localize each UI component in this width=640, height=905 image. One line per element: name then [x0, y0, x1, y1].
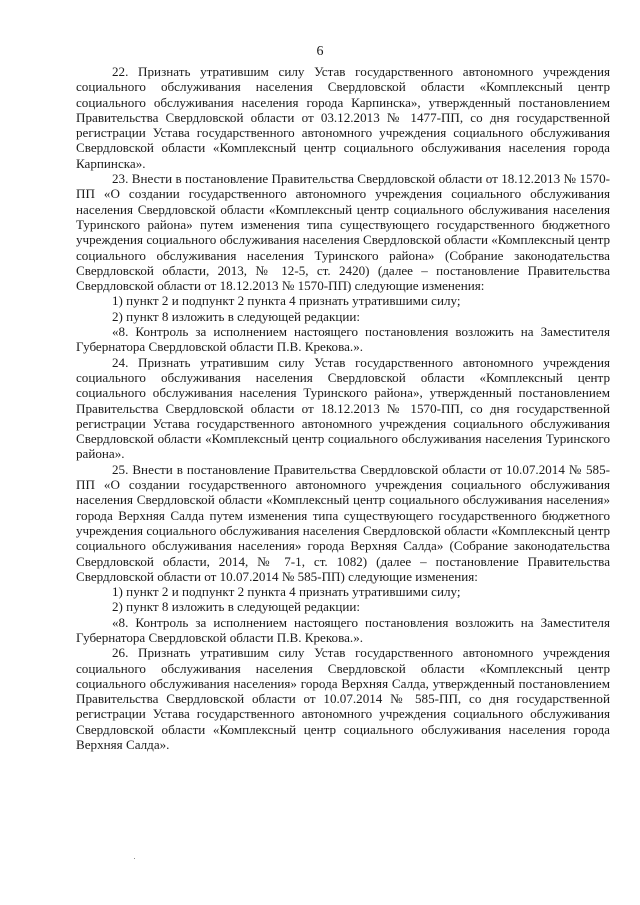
subitem-23-1: 1) пункт 2 и подпункт 2 пункта 4 признать утратившими силу;	[112, 293, 461, 309]
quote-23-item-8: «8. Контроль за исполнением настоящего постановления возложить на Заместителя Губернатора Свердловской области П.В. Крекова.».	[76, 324, 610, 355]
subitem-23-2: 2) пункт 8 изложить в следующей редакции:	[112, 308, 360, 324]
paragraph-item-23: 23. Внести в постановление Правительства Свердловской области от 18.12.2013 № 1570-ПП «О создании государственного автономного учреждения социального обслуживания населения Свердловской области «Комплексный центр социального обслуживания населения Туринского района» путем изменения типа существующего государственного бюджетного учреждения социального обслуживания населения Свердловской области «Комплексный центр социального обслуживания населения Туринского района» (Собрание законодательства Свердловской области, 2013, № 12-5, ст. 2420) (далее – постановление Правительства Свердловской области от 18.12.2013 № 1570-ПП) следующие изменения:	[76, 171, 610, 294]
page-number: 6	[316, 44, 324, 59]
paragraph-item-24: 24. Признать утратившим силу Устав государственного автономного учреждения социального обслуживания населения Свердловской области «Комплексный центр социального обслуживания населения Туринского района», утвержденный постановлением Правительства Свердловской области от 18.12.2013 № 1570-ПП, со дня государственной регистрации Устава государственного автономного учреждения социального обслуживания Свердловской области «Комплексный центр социального обслуживания населения Туринского района».	[76, 354, 610, 462]
document-body	[76, 64, 610, 752]
paragraph-item-22: 22. Признать утратившим силу Устав государственного автономного учреждения социального обслуживания населения Свердловской области «Комплексный центр социального обслуживания населения города Карпинска», утвержденный постановлением Правительства Свердловской области от 03.12.2013 № 1477-ПП, со дня государственной регистрации Устава государственного автономного учреждения социального обслуживания Свердловской области «Комплексный центр социального обслуживания населения города Карпинска».	[76, 64, 610, 171]
paragraph-item-25: 25. Внести в постановление Правительства Свердловской области от 10.07.2014 № 585-ПП «О создании государственного автономного учреждения социального обслуживания населения Свердловской области «Комплексный центр социального обслуживания населения» города Верхняя Салда путем изменения типа существующего государственного бюджетного учреждения социального обслуживания населения Свердловской области «Комплексный центр социального обслуживания населения» города Верхняя Салда» (Собрание законодательства Свердловской области, 2014, № 7-1, ст. 1082) (далее – постановление Правительства Свердловской области от 10.07.2014 № 585-ПП) следующие изменения:	[76, 461, 610, 584]
subitem-25-1: 1) пункт 2 и подпункт 2 пункта 4 признать утратившими силу;	[112, 584, 461, 600]
subitem-25-2: 2) пункт 8 изложить в следующей редакции:	[112, 599, 360, 615]
paragraph-item-26: 26. Признать утратившим силу Устав государственного автономного учреждения социального обслуживания населения Свердловской области «Комплексный центр социального обслуживания населения» города Верхняя Салда, утвержденный постановлением Правительства Свердловской области от 10.07.2014 № 585-ПП, со дня государственной регистрации Устава государственного автономного учреждения социального обслуживания Свердловской области «Комплексный центр социального обслуживания населения города Верхняя Салда».	[76, 645, 610, 753]
scan-artifact	[134, 858, 135, 859]
quote-25-item-8: «8. Контроль за исполнением настоящего постановления возложить на Заместителя Губернатора Свердловской области П.В. Крекова.».	[76, 614, 610, 645]
